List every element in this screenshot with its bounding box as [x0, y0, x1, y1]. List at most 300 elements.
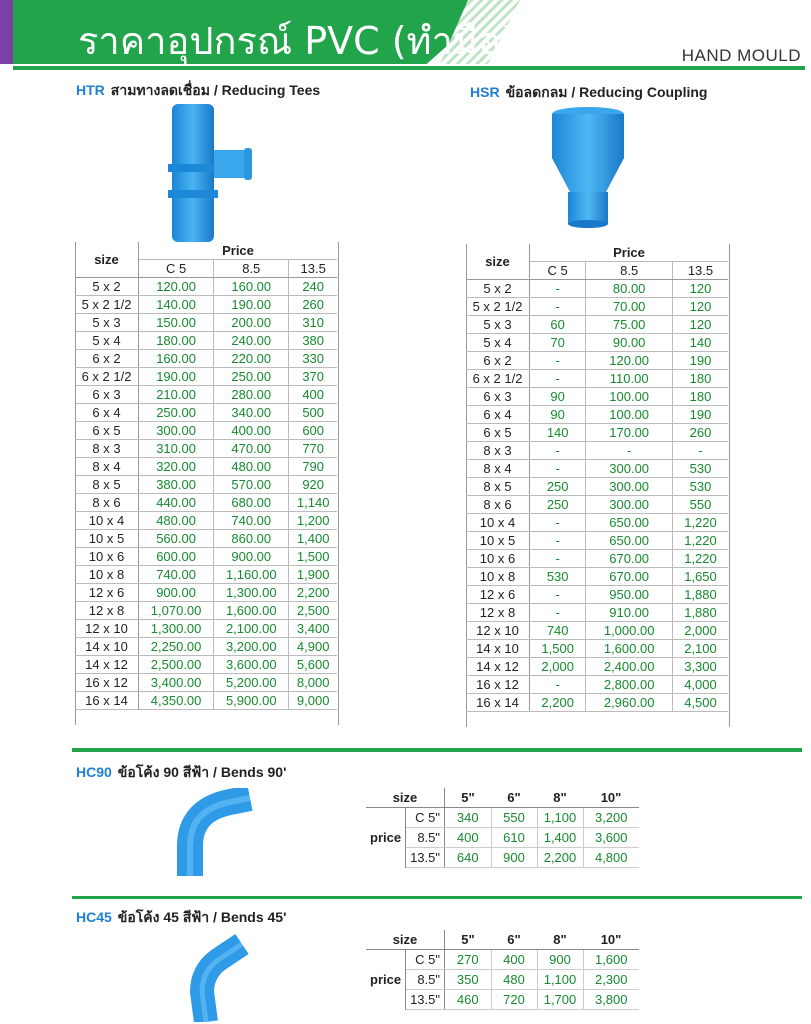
price-cell: -: [530, 550, 586, 568]
price-cell: 1,500: [530, 640, 586, 658]
class-cell: 8.5": [406, 970, 445, 990]
price-cell: 340.00: [214, 404, 289, 422]
price-cell: 5,600: [289, 656, 337, 674]
size-cell: 6 x 2: [466, 352, 530, 370]
price-cell: 75.00: [586, 316, 673, 334]
price-cell: 250: [530, 478, 586, 496]
price-cell: 4,800: [583, 848, 639, 868]
price-cell: 550: [672, 496, 728, 514]
table-row: [75, 368, 337, 386]
price-cell: 60: [530, 316, 586, 334]
price-cell: 340: [445, 808, 492, 828]
table-row: [366, 828, 639, 848]
price-cell: 4,350.00: [139, 692, 214, 710]
price-cell: -: [530, 532, 586, 550]
price-cell: 3,400.00: [139, 674, 214, 692]
price-cell: 2,000: [530, 658, 586, 676]
price-cell: 860.00: [214, 530, 289, 548]
price-cell: 1,600: [583, 950, 639, 970]
table-row: [75, 494, 337, 512]
table-row: [75, 548, 337, 566]
size-cell: 10 x 4: [75, 512, 139, 530]
price-cell: 4,900: [289, 638, 337, 656]
table-row: [366, 950, 639, 970]
price-cell: 120: [672, 280, 728, 298]
hsr-col-85: 8.5: [586, 262, 673, 280]
price-cell: 570.00: [214, 476, 289, 494]
size-cell: 5 x 2 1/2: [466, 298, 530, 316]
price-cell: -: [530, 298, 586, 316]
price-cell: 4,500: [672, 694, 728, 712]
price-label: price: [366, 808, 406, 868]
price-cell: 90: [530, 406, 586, 424]
price-cell: 370: [289, 368, 337, 386]
table-row: [75, 674, 337, 692]
size-cell: 5 x 4: [75, 332, 139, 350]
price-cell: 1,000.00: [586, 622, 673, 640]
price-cell: 1,300.00: [214, 584, 289, 602]
price-cell: 1,500: [289, 548, 337, 566]
size-cell: 16 x 14: [466, 694, 530, 712]
size-cell: 5 x 2: [75, 278, 139, 296]
price-cell: 120.00: [586, 352, 673, 370]
price-cell: 2,500: [289, 602, 337, 620]
price-cell: 530: [672, 460, 728, 478]
size-cell: 8 x 5: [466, 478, 530, 496]
price-cell: 8,000: [289, 674, 337, 692]
price-cell: 160.00: [214, 278, 289, 296]
price-cell: 300.00: [586, 478, 673, 496]
hsr-price-header: Price: [530, 244, 729, 262]
class-cell: 8.5": [406, 828, 445, 848]
price-cell: 1,880: [672, 586, 728, 604]
price-cell: 2,100: [672, 640, 728, 658]
price-cell: -: [530, 460, 586, 478]
price-cell: 740: [530, 622, 586, 640]
size-cell: 12 x 6: [466, 586, 530, 604]
table-row: [75, 638, 337, 656]
size-cell: 8 x 3: [75, 440, 139, 458]
reducing-coupling-icon: [548, 106, 628, 230]
hc45-size-6: 6": [491, 930, 537, 950]
price-cell: 910.00: [586, 604, 673, 622]
price-cell: 400.00: [214, 422, 289, 440]
hc45-size-header: size: [366, 930, 445, 950]
class-cell: C 5": [406, 808, 445, 828]
table-row: [75, 692, 337, 710]
table-row: [466, 280, 728, 298]
table-row: [466, 406, 728, 424]
price-cell: 1,880: [672, 604, 728, 622]
size-cell: 6 x 5: [75, 422, 139, 440]
price-cell: 70.00: [586, 298, 673, 316]
price-cell: 1,600.00: [586, 640, 673, 658]
size-cell: 8 x 5: [75, 476, 139, 494]
htr-col-135: 13.5: [289, 260, 337, 278]
price-cell: 480: [491, 970, 537, 990]
price-label: price: [366, 950, 406, 1010]
table-row: [75, 422, 337, 440]
price-cell: -: [530, 604, 586, 622]
price-cell: 900.00: [139, 584, 214, 602]
size-cell: 6 x 3: [75, 386, 139, 404]
size-cell: 6 x 4: [466, 406, 530, 424]
table-row: [466, 352, 728, 370]
table-row: [75, 332, 337, 350]
price-cell: 670.00: [586, 550, 673, 568]
price-cell: 3,300: [672, 658, 728, 676]
price-cell: 640: [445, 848, 492, 868]
hc90-size-header: size: [366, 788, 445, 808]
price-cell: 740.00: [139, 566, 214, 584]
size-cell: 6 x 4: [75, 404, 139, 422]
htr-price-header: Price: [139, 242, 338, 260]
table-row: [366, 990, 639, 1010]
price-cell: -: [530, 280, 586, 298]
price-cell: 1,900: [289, 566, 337, 584]
table-row: [466, 298, 728, 316]
price-cell: 1,100: [537, 970, 583, 990]
price-cell: 400: [445, 828, 492, 848]
price-cell: 1,160.00: [214, 566, 289, 584]
price-cell: 190.00: [139, 368, 214, 386]
price-cell: 70: [530, 334, 586, 352]
price-cell: 3,200.00: [214, 638, 289, 656]
price-cell: 270: [445, 950, 492, 970]
class-cell: C 5": [406, 950, 445, 970]
hsr-code: HSR: [470, 84, 500, 100]
hc90-title: ข้อโค้ง 90 สีฟ้า / Bends 90': [117, 764, 287, 780]
size-cell: 12 x 10: [75, 620, 139, 638]
table-row: [466, 532, 728, 550]
hsr-title: ข้อลดกลม / Reducing Coupling: [505, 84, 708, 100]
price-cell: 2,800.00: [586, 676, 673, 694]
price-cell: -: [530, 586, 586, 604]
table-row: [366, 970, 639, 990]
price-cell: 2,500.00: [139, 656, 214, 674]
price-cell: 900.00: [214, 548, 289, 566]
price-cell: 480.00: [139, 512, 214, 530]
size-cell: 10 x 6: [75, 548, 139, 566]
size-cell: 12 x 8: [75, 602, 139, 620]
price-cell: 5,900.00: [214, 692, 289, 710]
table-row: [75, 584, 337, 602]
table-row: [466, 388, 728, 406]
price-cell: 3,800: [583, 990, 639, 1010]
bend-90-icon: [168, 788, 268, 880]
table-row: [75, 620, 337, 638]
size-cell: 5 x 3: [466, 316, 530, 334]
hc90-size-8: 8": [537, 788, 583, 808]
header-divider: [13, 66, 805, 70]
size-cell: 8 x 4: [466, 460, 530, 478]
bend-45-icon: [172, 932, 262, 1022]
table-row: [466, 694, 728, 712]
price-cell: 600: [289, 422, 337, 440]
price-cell: 250.00: [214, 368, 289, 386]
price-cell: 250: [530, 496, 586, 514]
price-cell: 3,400: [289, 620, 337, 638]
htr-code: HTR: [76, 82, 105, 98]
size-cell: 14 x 12: [75, 656, 139, 674]
size-cell: 10 x 8: [75, 566, 139, 584]
price-cell: -: [530, 442, 586, 460]
price-cell: 2,000: [672, 622, 728, 640]
size-cell: 6 x 2: [75, 350, 139, 368]
price-cell: 460: [445, 990, 492, 1010]
price-cell: 2,200: [289, 584, 337, 602]
size-cell: 10 x 6: [466, 550, 530, 568]
table-row: [75, 566, 337, 584]
page-title: ราคาอุปกรณ์ PVC (ทำมือ): [78, 19, 516, 63]
hc90-code: HC90: [76, 764, 112, 780]
hc45-section-title: [76, 907, 286, 929]
price-cell: 190: [672, 352, 728, 370]
price-cell: 320.00: [139, 458, 214, 476]
table-row: [75, 476, 337, 494]
table-row: [466, 496, 728, 514]
price-cell: 2,250.00: [139, 638, 214, 656]
hsr-price-table: [466, 244, 728, 712]
price-cell: 190: [672, 406, 728, 424]
price-cell: 170.00: [586, 424, 673, 442]
price-cell: 400: [289, 386, 337, 404]
page-subtitle: HAND MOULD: [681, 46, 801, 65]
price-cell: 900: [491, 848, 537, 868]
table-row: [366, 808, 639, 828]
hc90-price-table: [366, 788, 639, 868]
table-row: [466, 424, 728, 442]
size-cell: 6 x 3: [466, 388, 530, 406]
size-cell: 5 x 3: [75, 314, 139, 332]
size-cell: 12 x 10: [466, 622, 530, 640]
hc90-size-5: 5": [445, 788, 492, 808]
price-cell: 120.00: [139, 278, 214, 296]
price-cell: 300.00: [586, 496, 673, 514]
price-cell: 110.00: [586, 370, 673, 388]
htr-size-header: size: [75, 242, 139, 278]
price-cell: 140.00: [139, 296, 214, 314]
hc90-section-title: [76, 762, 286, 784]
htr-price-table: [75, 242, 337, 710]
hc90-size-10: 10": [583, 788, 639, 808]
size-cell: 8 x 4: [75, 458, 139, 476]
price-cell: 530: [672, 478, 728, 496]
size-cell: 6 x 2 1/2: [75, 368, 139, 386]
hsr-section-title: [470, 82, 707, 104]
price-cell: 310.00: [139, 440, 214, 458]
price-cell: 330: [289, 350, 337, 368]
price-cell: 3,200: [583, 808, 639, 828]
price-cell: 1,200: [289, 512, 337, 530]
table-row: [466, 550, 728, 568]
table-row: [75, 278, 337, 296]
price-cell: 4,000: [672, 676, 728, 694]
price-cell: 180: [672, 388, 728, 406]
hc45-size-10: 10": [583, 930, 639, 950]
table-row: [366, 848, 639, 868]
price-cell: -: [530, 370, 586, 388]
price-cell: 120: [672, 298, 728, 316]
price-cell: 100.00: [586, 406, 673, 424]
size-cell: 12 x 6: [75, 584, 139, 602]
price-cell: 190.00: [214, 296, 289, 314]
price-cell: 1,400: [289, 530, 337, 548]
size-cell: 10 x 5: [466, 532, 530, 550]
price-cell: 610: [491, 828, 537, 848]
price-cell: 1,650: [672, 568, 728, 586]
price-cell: 920: [289, 476, 337, 494]
table-row: [466, 604, 728, 622]
size-cell: 12 x 8: [466, 604, 530, 622]
hc45-price-table: [366, 930, 639, 1010]
price-cell: 90: [530, 388, 586, 406]
price-cell: 2,960.00: [586, 694, 673, 712]
price-cell: 550: [491, 808, 537, 828]
price-cell: 670.00: [586, 568, 673, 586]
price-cell: 480.00: [214, 458, 289, 476]
table-row: [75, 404, 337, 422]
table-row: [466, 622, 728, 640]
price-cell: 2,200: [537, 848, 583, 868]
price-cell: 400: [491, 950, 537, 970]
price-cell: 3,600.00: [214, 656, 289, 674]
price-cell: 500: [289, 404, 337, 422]
price-cell: 770: [289, 440, 337, 458]
hc45-size-5: 5": [445, 930, 492, 950]
table-row: [75, 530, 337, 548]
size-cell: 8 x 6: [75, 494, 139, 512]
price-cell: 350: [445, 970, 492, 990]
price-cell: 280.00: [214, 386, 289, 404]
hsr-col-135: 13.5: [672, 262, 728, 280]
table-row: [466, 658, 728, 676]
price-cell: 1,220: [672, 532, 728, 550]
table-row: [75, 386, 337, 404]
price-cell: -: [586, 442, 673, 460]
table-row: [466, 640, 728, 658]
size-cell: 8 x 6: [466, 496, 530, 514]
price-cell: 3,600: [583, 828, 639, 848]
size-cell: 14 x 10: [466, 640, 530, 658]
hsr-size-header: size: [466, 244, 530, 280]
price-cell: -: [530, 352, 586, 370]
table-row: [75, 458, 337, 476]
table-row: [75, 602, 337, 620]
table-row: [466, 316, 728, 334]
class-cell: 13.5": [406, 848, 445, 868]
price-cell: 300.00: [586, 460, 673, 478]
price-cell: 530: [530, 568, 586, 586]
price-cell: 1,700: [537, 990, 583, 1010]
size-cell: 10 x 5: [75, 530, 139, 548]
price-cell: 600.00: [139, 548, 214, 566]
price-cell: 1,600.00: [214, 602, 289, 620]
price-cell: 140: [672, 334, 728, 352]
size-cell: 5 x 2 1/2: [75, 296, 139, 314]
table-row: [466, 478, 728, 496]
size-cell: 16 x 14: [75, 692, 139, 710]
price-cell: 380: [289, 332, 337, 350]
table-row: [75, 296, 337, 314]
price-cell: 180.00: [139, 332, 214, 350]
size-cell: 16 x 12: [466, 676, 530, 694]
price-cell: 2,400.00: [586, 658, 673, 676]
table-row: [466, 442, 728, 460]
price-cell: 1,300.00: [139, 620, 214, 638]
price-cell: -: [530, 676, 586, 694]
price-cell: 260: [289, 296, 337, 314]
reducing-tee-icon: [160, 104, 260, 244]
price-cell: 950.00: [586, 586, 673, 604]
price-cell: 2,100.00: [214, 620, 289, 638]
price-cell: -: [672, 442, 728, 460]
hc45-title: ข้อโค้ง 45 สีฟ้า / Bends 45': [117, 909, 287, 925]
section-divider-hc90: [72, 748, 802, 752]
price-cell: 1,400: [537, 828, 583, 848]
price-cell: 900: [537, 950, 583, 970]
price-cell: 160.00: [139, 350, 214, 368]
htr-col-85: 8.5: [214, 260, 289, 278]
price-cell: 210.00: [139, 386, 214, 404]
price-cell: 720: [491, 990, 537, 1010]
table-row: [75, 314, 337, 332]
price-cell: 240: [289, 278, 337, 296]
price-cell: 240.00: [214, 332, 289, 350]
table-row: [466, 586, 728, 604]
table-row: [75, 512, 337, 530]
price-cell: 120: [672, 316, 728, 334]
purple-accent-bar: [0, 0, 13, 64]
hc45-code: HC45: [76, 909, 112, 925]
price-cell: 1,220: [672, 550, 728, 568]
table-row: [75, 350, 337, 368]
price-cell: 470.00: [214, 440, 289, 458]
hsr-col-c5: C 5: [530, 262, 586, 280]
price-cell: 2,300: [583, 970, 639, 990]
price-cell: 1,140: [289, 494, 337, 512]
table-row: [75, 440, 337, 458]
price-cell: 1,220: [672, 514, 728, 532]
price-cell: 650.00: [586, 532, 673, 550]
table-row: [466, 460, 728, 478]
htr-section-title: [76, 80, 320, 102]
price-cell: -: [530, 514, 586, 532]
table-row: [466, 514, 728, 532]
class-cell: 13.5": [406, 990, 445, 1010]
price-cell: 650.00: [586, 514, 673, 532]
price-cell: 200.00: [214, 314, 289, 332]
price-cell: 250.00: [139, 404, 214, 422]
size-cell: 6 x 2 1/2: [466, 370, 530, 388]
price-cell: 90.00: [586, 334, 673, 352]
price-cell: 2,200: [530, 694, 586, 712]
size-cell: 10 x 8: [466, 568, 530, 586]
size-cell: 5 x 2: [466, 280, 530, 298]
price-cell: 380.00: [139, 476, 214, 494]
hc45-size-8: 8": [537, 930, 583, 950]
table-row: [75, 656, 337, 674]
price-cell: 220.00: [214, 350, 289, 368]
size-cell: 10 x 4: [466, 514, 530, 532]
hc90-size-6: 6": [491, 788, 537, 808]
price-cell: 680.00: [214, 494, 289, 512]
size-cell: 16 x 12: [75, 674, 139, 692]
size-cell: 5 x 4: [466, 334, 530, 352]
htr-col-c5: C 5: [139, 260, 214, 278]
section-divider-hc45: [72, 896, 802, 899]
price-cell: 100.00: [586, 388, 673, 406]
